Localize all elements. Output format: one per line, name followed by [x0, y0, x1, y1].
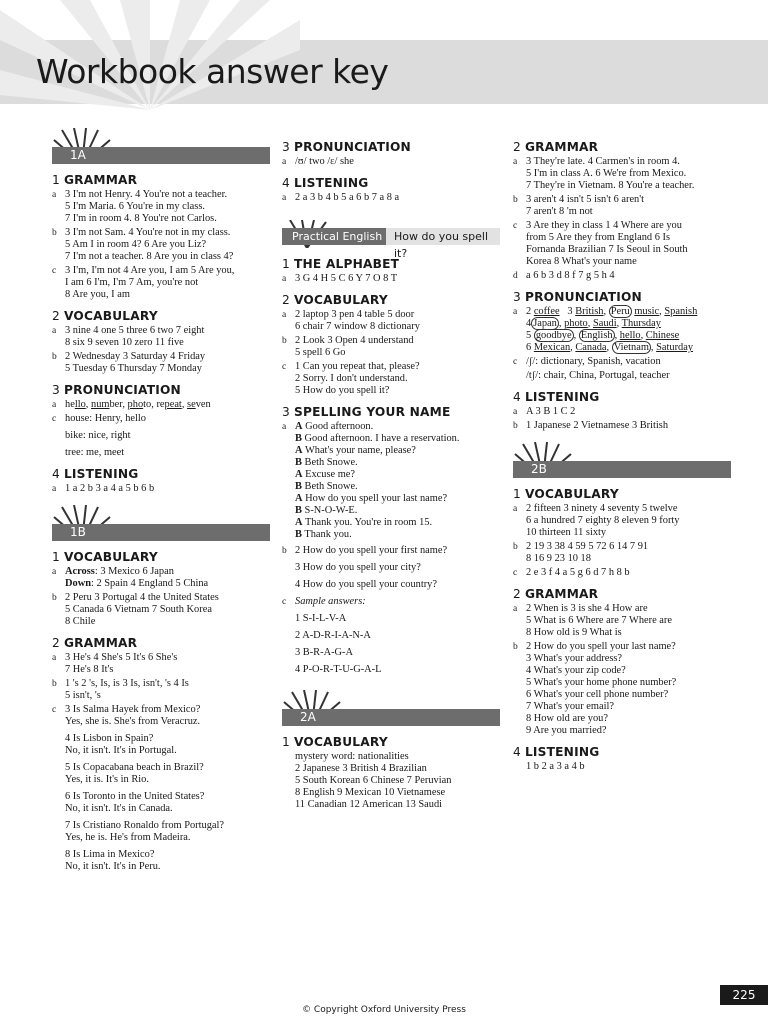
section-listening	[513, 391, 731, 432]
answer-item: a hello, number, photo, repeat, seven	[52, 399, 211, 410]
answer-item: 1 b 2 a 3 a 4 b	[526, 761, 585, 772]
section-listening	[52, 468, 270, 495]
section-heading: 3 PRONUNCIATION	[513, 290, 642, 304]
section-heading: 3 SPELLING YOUR NAME	[282, 405, 451, 419]
answer-item: 4 Is Lisbon in Spain? No, it isn't. It's in Portugal.	[65, 733, 177, 756]
section-heading: 2 VOCABULARY	[282, 293, 388, 307]
answer-item: c 1 Can you repeat that, please? 2 Sorry. I don't understand. 5 How do you spell it?	[282, 361, 420, 396]
answer-item: b 2 Peru 3 Portugal 4 the United States 5 Canada 6 Vietnam 7 South Korea 8 Chile	[52, 592, 219, 627]
column-2	[282, 141, 500, 813]
section-vocabulary	[52, 310, 270, 375]
practical-english-banner	[282, 220, 500, 260]
answer-item: tree: me, meet	[65, 447, 125, 458]
page-number: 225	[720, 985, 768, 1005]
section-heading: 3 PRONUNCIATION	[282, 140, 411, 154]
section-heading: 1 VOCABULARY	[52, 550, 158, 564]
section-heading: 2 GRAMMAR	[513, 140, 599, 154]
section-heading: 4 LISTENING	[513, 390, 600, 404]
answer-item: 3 B-R-A-G-A	[295, 647, 354, 658]
answer-item: a 3 He's 4 She's 5 It's 6 She's 7 He's 8 It's	[52, 652, 178, 675]
section-grammar	[52, 174, 270, 301]
answer-item: /tʃ/: chair, China, Portugal, teacher	[526, 370, 670, 381]
answer-item: a 3 G 4 H 5 C 6 Y 7 O 8 T	[282, 273, 398, 284]
answer-item: b 2 Wednesday 3 Saturday 4 Friday 5 Tuesday 6 Thursday 7 Monday	[52, 351, 206, 374]
answer-item: a 2 When is 3 is she 4 How are 5 What is 6 Where are 7 Where are 8 How old is 9 What is	[513, 603, 672, 638]
answer-item: a A Good afternoon. B Good afternoon. I have a reservation. A What's your name, please? B Beth Snowe. A Excuse me? B Beth Snowe. A How do you spell your last name? B S-N-O-W-E. A Thank you. You're in room 15. B Thank you.	[282, 421, 460, 540]
answer-item: 8 Is Lima in Mexico? No, it isn't. It's in Peru.	[65, 849, 161, 872]
section-alphabet	[282, 258, 500, 285]
answer-item: a 3 nine 4 one 5 three 6 two 7 eight 8 six 9 seven 10 zero 11 five	[52, 325, 205, 348]
answer-item: c 3 I'm, I'm not 4 Are you, I am 5 Are you, I am 6 I'm, I'm 7 Am, you're not 8 Are you, I am	[52, 265, 235, 300]
section-vocabulary	[282, 294, 500, 397]
section-listening	[513, 746, 731, 773]
section-vocabulary	[282, 736, 500, 811]
section-heading: 1 THE ALPHABET	[282, 257, 400, 271]
section-spelling-your-name	[282, 406, 500, 676]
section-heading: 4 LISTENING	[52, 467, 139, 481]
unit-2a-banner	[282, 690, 500, 730]
section-heading: 4 LISTENING	[282, 176, 369, 190]
answer-item: b 2 Look 3 Open 4 understand 5 spell 6 Go	[282, 335, 414, 358]
section-heading: 1 GRAMMAR	[52, 173, 138, 187]
column-1	[52, 128, 270, 875]
answer-item: c house: Henry, hello	[52, 413, 146, 424]
unit-number: 2B	[531, 462, 547, 476]
unit-number: 1B	[70, 525, 86, 539]
section-heading: 2 GRAMMAR	[52, 636, 138, 650]
unit-2b-banner	[513, 442, 731, 482]
answer-item: a 3 I'm not Henry. 4 You're not a teacher. 5 I'm Maria. 6 You're in my class. 7 I'm in room 4. 8 You're not Carlos.	[52, 189, 228, 224]
section-vocabulary	[513, 488, 731, 579]
section-pronunciation	[513, 291, 731, 382]
section-pronunciation	[52, 384, 270, 459]
answer-item: 4 How do you spell your country?	[295, 579, 437, 590]
answer-item: c 2 e 3 f 4 a 5 g 6 d 7 h 8 b	[513, 567, 630, 578]
answer-item: a Across: 3 Mexico 6 Japan Down: 2 Spain 4 England 5 China	[52, 566, 209, 589]
section-grammar	[52, 637, 270, 873]
answer-item: a 2 a 3 b 4 b 5 a 6 b 7 a 8 a	[282, 192, 400, 203]
answer-item: d a 6 b 3 d 8 f 7 g 5 h 4	[513, 270, 615, 281]
practical-english-label: Practical English	[282, 228, 386, 245]
answer-item: 1 S-I-L-V-A	[295, 613, 347, 624]
answer-item: 4 P-O-R-T-U-G-A-L	[295, 664, 382, 675]
answer-item: a 2 coffee 3 British, Peru music, Spanish 4 Japan , photo, Saudi, Thursday 5 goodbye , English , hello, Chinese 6 Mexican, Canada, Vietnam , Saturday	[513, 306, 698, 353]
answer-item: a 3 They're late. 4 Carmen's in room 4. 5 I'm in class A. 6 We're from Mexico. 7 They're in Vietnam. 8 You're a teacher.	[513, 156, 695, 191]
answer-item: a 2 laptop 3 pen 4 table 5 door 6 chair 7 window 8 dictionary	[282, 309, 420, 332]
section-grammar	[513, 588, 731, 737]
answer-item: a A 3 B 1 C 2	[513, 406, 576, 417]
section-heading: 3 PRONUNCIATION	[52, 383, 181, 397]
answer-item: a /ʊ/ two /ɛ/ she	[282, 156, 354, 167]
answer-item: b 3 aren't 4 isn't 5 isn't 6 aren't 7 aren't 8 'm not	[513, 194, 645, 217]
answer-item: a 2 fifteen 3 ninety 4 seventy 5 twelve 6 a hundred 7 eighty 8 eleven 9 forty 10 thirteen 11 sixty	[513, 503, 680, 538]
unit-1a-banner	[52, 128, 270, 168]
section-grammar	[513, 141, 731, 282]
unit-number: 1A	[70, 148, 86, 162]
answer-item: 3 How do you spell your city?	[295, 562, 421, 573]
section-heading: 4 LISTENING	[513, 745, 600, 759]
answer-item: b 1 's 2 's, Is, is 3 Is, isn't, 's 4 Is 5 isn't, 's	[52, 678, 189, 701]
answer-item: c 3 Is Salma Hayek from Mexico? Yes, she is. She's from Veracruz.	[52, 704, 201, 727]
section-pronunciation	[282, 141, 500, 168]
answer-item: mystery word: nationalities 2 Japanese 3 British 4 Brazilian 5 South Korean 6 Chinese 7 Peruvian 8 English 9 Mexican 10 Vietnamese 11 Canadian 12 American 13 Saudi	[295, 751, 452, 810]
answer-item: b 1 Japanese 2 Vietnamese 3 British	[513, 420, 669, 431]
copyright-notice: © Copyright Oxford University Press	[302, 1005, 466, 1015]
unit-1b-banner	[52, 505, 270, 545]
section-heading: 2 VOCABULARY	[52, 309, 158, 323]
section-heading: 2 GRAMMAR	[513, 587, 599, 601]
answer-item: b 2 19 3 38 4 59 5 72 6 14 7 91 8 16 9 23 10 18	[513, 541, 649, 564]
answer-item: 6 Is Toronto in the United States? No, it isn't. It's in Canada.	[65, 791, 205, 814]
answer-item: b 3 I'm not Sam. 4 You're not in my class. 5 Am I in room 4? 6 Are you Liz? 7 I'm not a teacher. 8 Are you in class 4?	[52, 227, 234, 262]
answer-item: 5 Is Copacabana beach in Brazil? Yes, it is. It's in Rio.	[65, 762, 204, 785]
section-vocabulary	[52, 551, 270, 628]
section-heading: 1 VOCABULARY	[282, 735, 388, 749]
answer-item: 7 Is Cristiano Ronaldo from Portugal? Yes, he is. He's from Madeira.	[65, 820, 225, 843]
column-3	[513, 141, 731, 775]
answer-item: 2 A-D-R-I-A-N-A	[295, 630, 371, 641]
section-listening	[282, 177, 500, 204]
answer-item: c Sample answers:	[282, 596, 366, 607]
page-title: Workbook answer key	[36, 52, 389, 91]
answer-item: bike: nice, right	[65, 430, 131, 441]
answer-item: b 2 How do you spell your first name?	[282, 545, 448, 556]
answer-item: b 2 How do you spell your last name? 3 What's your address? 4 What's your zip code? 5 What's your home phone number? 6 What's your cell phone number? 7 What's your email? 8 How old are you? 9 Are you married?	[513, 641, 677, 736]
answer-item: c /ʃ/: dictionary, Spanish, vacation	[513, 356, 661, 367]
practical-english-subtitle: How do you spell it?	[394, 230, 489, 260]
answer-item: c 3 Are they in class 1 4 Where are you from 5 Are they from England 6 Is Fornanda Brazilian 7 Is Seoul in South Korea 8 What's your name	[513, 220, 688, 267]
answer-item: a 1 a 2 b 3 a 4 a 5 b 6 b	[52, 483, 155, 494]
section-heading: 1 VOCABULARY	[513, 487, 619, 501]
unit-number: 2A	[300, 710, 316, 724]
